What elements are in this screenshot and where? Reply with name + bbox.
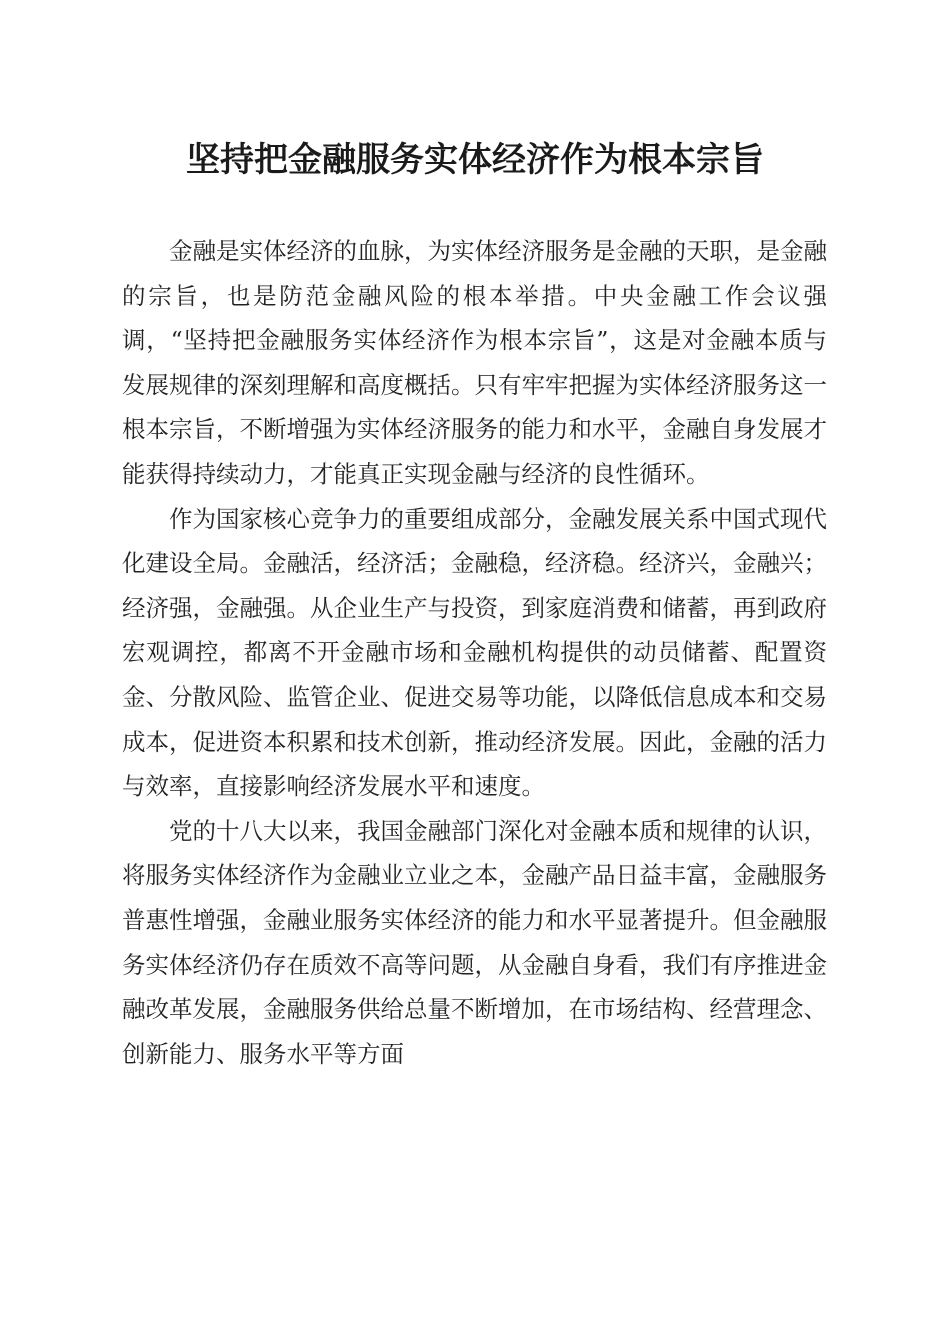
paragraph-3: 党的十八大以来，我国金融部门深化对金融本质和规律的认识，将服务实体经济作为金融业立业之本，金融产品日益丰富，金融服务普惠性增强，金融业服务实体经济的能力和水平显著提升。但金融服务实体经济仍存在质效不高等问题，从金融自身看，我们有序推进金融改革发展，金融服务供给总量不断增加，在市场结构、经营理念、创新能力、服务水平等方面 (122, 816, 827, 1068)
paragraph-2: 作为国家核心竞争力的重要组成部分，金融发展关系中国式现代化建设全局。金融活，经济活；金融稳，经济稳。经济兴，金融兴；经济强，金融强。从企业生产与投资，到家庭消费和储蓄，再到政府宏观调控，都离不开金融市场和金融机构提供的动员储蓄、配置资金、分散风险、监管企业、促进交易等功能，以降低信息成本和交易成本，促进资本积累和技术创新，推动经济发展。因此，金融的活力与效率，直接影响经济发展水平和速度。 (122, 504, 827, 801)
document-title: 坚持把金融服务实体经济作为根本宗旨 (186, 140, 764, 180)
paragraph-1: 金融是实体经济的血脉，为实体经济服务是金融的天职，是金融的宗旨，也是防范金融风险的根本举措。中央金融工作会议强调，“坚持把金融服务实体经济作为根本宗旨”，这是对金融本质与发展规律的深刻理解和高度概括。只有牢牢把握为实体经济服务这一根本宗旨，不断增强为实体经济服务的能力和水平，金融自身发展才能获得持续动力，才能真正实现金融与经济的良性循环。 (122, 237, 827, 488)
document-body (122, 229, 827, 1076)
